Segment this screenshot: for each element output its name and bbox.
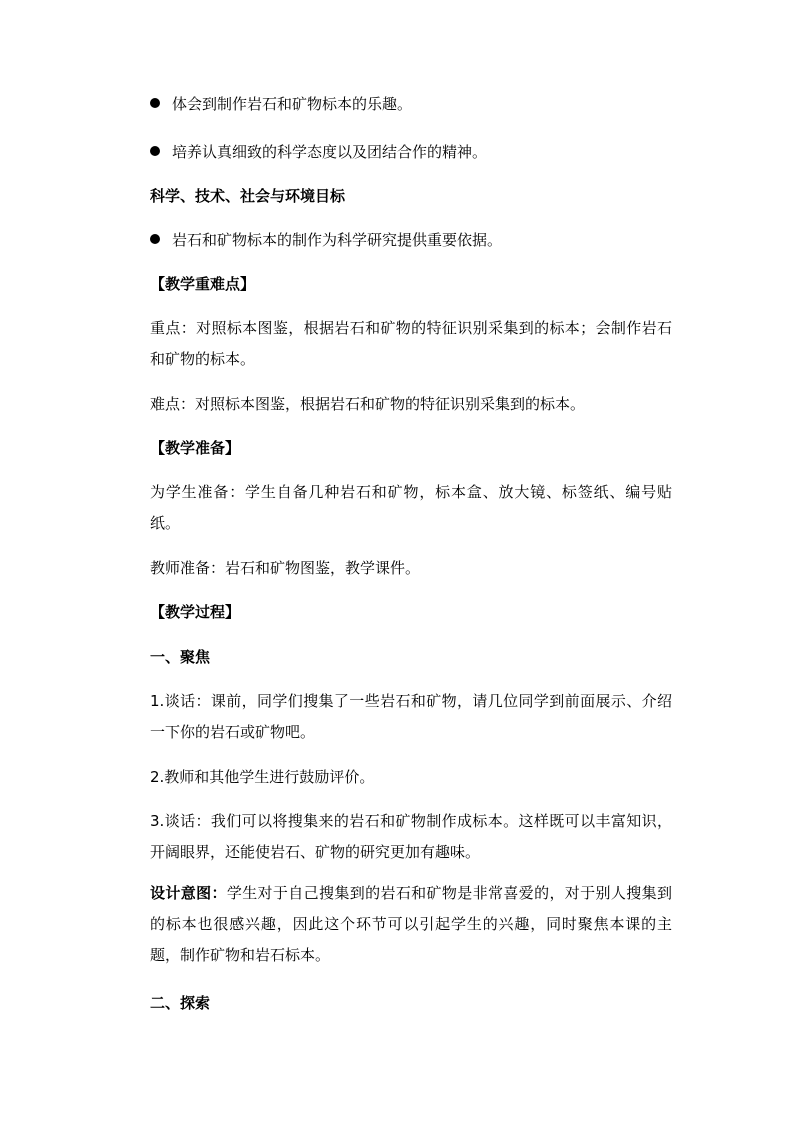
bullet-item: 岩石和矿物标本的制作为科学研究提供重要依据。	[150, 233, 502, 248]
part-one-heading: 一、聚焦	[150, 648, 211, 666]
bullet-dot-icon	[150, 234, 160, 244]
student-prep-paragraph: 为学生准备：学生自备几种岩石和矿物，标本盒、放大镜、标签纸、编号贴纸。	[150, 483, 672, 532]
teacher-prep-paragraph: 教师准备：岩石和矿物图鉴，教学课件。	[150, 559, 421, 577]
step3-paragraph: 3.谈话：我们可以将搜集来的岩石和矿物制作成标本。这样既可以丰富知识，开阔眼界，还能使岩石、矿物的研究更加有趣味。	[150, 812, 672, 861]
design-intent-label: 设计意图：	[150, 884, 227, 902]
step2-paragraph: 2.教师和其他学生进行鼓励评价。	[150, 768, 375, 786]
design-intent-text: 学生对于自己搜集到的岩石和矿物是非常喜爱的，对于别人搜集到的标本也很感兴趣，因此这个环节可以引起学生的兴趣，同时聚焦本课的主题，制作矿物和岩石标本。	[150, 884, 672, 964]
bullet-dot-icon	[150, 98, 160, 108]
section-key-points-heading: 【教学重难点】	[150, 275, 256, 293]
section-process-heading: 【教学过程】	[150, 603, 241, 621]
part-two-heading: 二、探索	[150, 994, 211, 1012]
bullet-item: 培养认真细致的科学态度以及团结合作的精神。	[150, 145, 487, 160]
difficult-point-paragraph: 难点：对照标本图鉴，根据岩石和矿物的特征识别采集到的标本。	[150, 395, 586, 413]
bullet-dot-icon	[150, 146, 160, 156]
bullet-item: 体会到制作岩石和矿物标本的乐趣。	[150, 97, 412, 112]
key-point-paragraph: 重点：对照标本图鉴，根据岩石和矿物的特征识别采集到的标本；会制作岩石和矿物的标本。	[150, 319, 672, 368]
design-intent-paragraph	[150, 878, 672, 971]
section-prep-heading: 【教学准备】	[150, 439, 241, 457]
step1-paragraph: 1.谈话：课前，同学们搜集了一些岩石和矿物，请几位同学到前面展示、介绍一下你的岩石或矿物吧。	[150, 692, 672, 741]
sts-heading: 科学、技术、社会与环境目标	[150, 187, 346, 205]
